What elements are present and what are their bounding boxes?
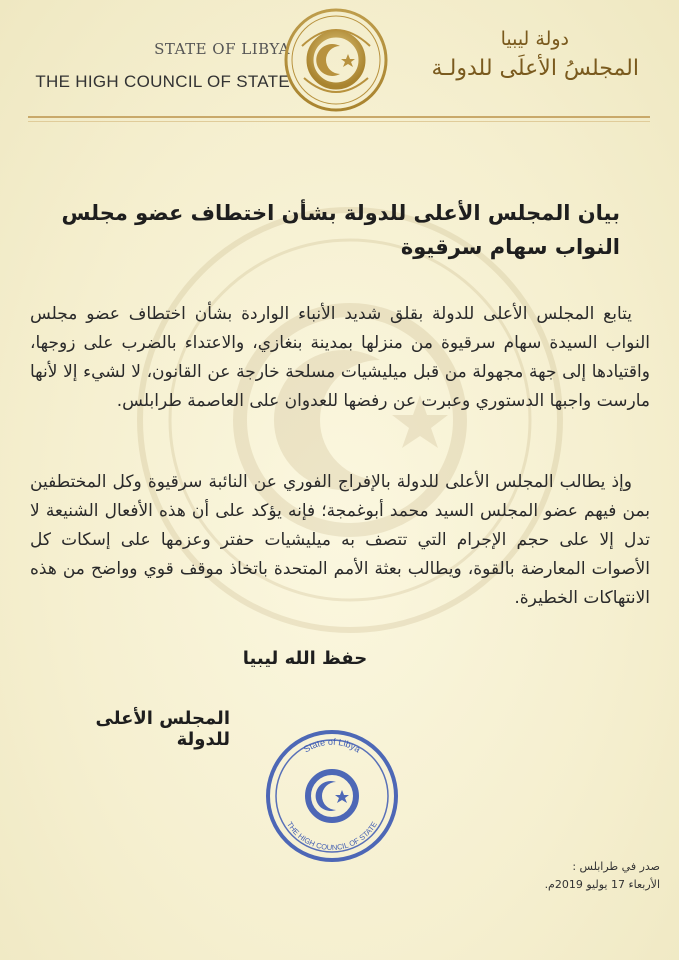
issue-place: صدر في طرابلس : (572, 860, 660, 873)
header-english (30, 40, 290, 92)
state-name-en: STATE OF LIBYA (154, 40, 290, 58)
svg-text:THE HIGH COUNCIL OF STATE (285, 820, 379, 852)
paragraph-1: يتابع المجلس الأعلى للدولة بقلق شديد الأنباء الواردة بشأن اختطاف عضو مجلس النواب السيدة سهام سرقيوة من منزلها بمدينة بنغازي، والاعتداء بالضرب على زوجها، واقتيادها إلى جهة مجهولة من قبل ميليشيات مسلحة خارجة عن القانون، لا لشيء إلا لأنها مارست واجبها الدستوري وعبرت عن رفضها للعدوان على العاصمة طرابلس. (30, 304, 650, 411)
issue-date: الأربعاء 17 يوليو 2019م. (544, 878, 660, 891)
official-seal-icon (262, 726, 402, 866)
header-divider (28, 116, 650, 118)
council-name-en: THE HIGH COUNCIL OF STATE (35, 72, 290, 91)
header-divider-thin (28, 121, 650, 122)
issue-info (510, 858, 660, 894)
crescent-star-emblem-icon (282, 6, 390, 114)
signer-name: المجلس الأعلى للدولة (95, 708, 230, 750)
stamp-bottom-text: THE HIGH COUNCIL OF STATE (285, 820, 379, 853)
council-name-ar: المجلسُ الأعلَى للدولـة (431, 56, 639, 81)
paragraph-2: وإذ يطالب المجلس الأعلى للدولة بالإفراج الفوري عن النائبة سرقيوة وكل المختطفين بمن فيهم عضو المجلس السيد محمد أبوغمجة؛ فإنه يؤكد على أن هذه الأفعال الشنيعة لا تدل إلا على حجم الإجرام التي تتصف به ميليشيات حفتر وعزمها على إسكات كل الأصوات المعارضة بالقوة، ويطالب بعثة الأمم المتحدة باتخاذ موقف قوي وواضح من هذه الانتهاكات الخطيرة. (30, 472, 650, 608)
svg-text:State of Libya (302, 737, 362, 755)
statement-title: بيان المجلس الأعلى للدولة بشأن اختطاف عضو مجلس النواب سهام سرقيوة (61, 201, 620, 259)
state-name-ar: دولة ليبيا (500, 28, 569, 50)
closing-line: حفظ الله ليبيا (242, 648, 368, 669)
stamp-top-text: State of Libya (301, 736, 363, 755)
header-arabic (409, 28, 639, 81)
